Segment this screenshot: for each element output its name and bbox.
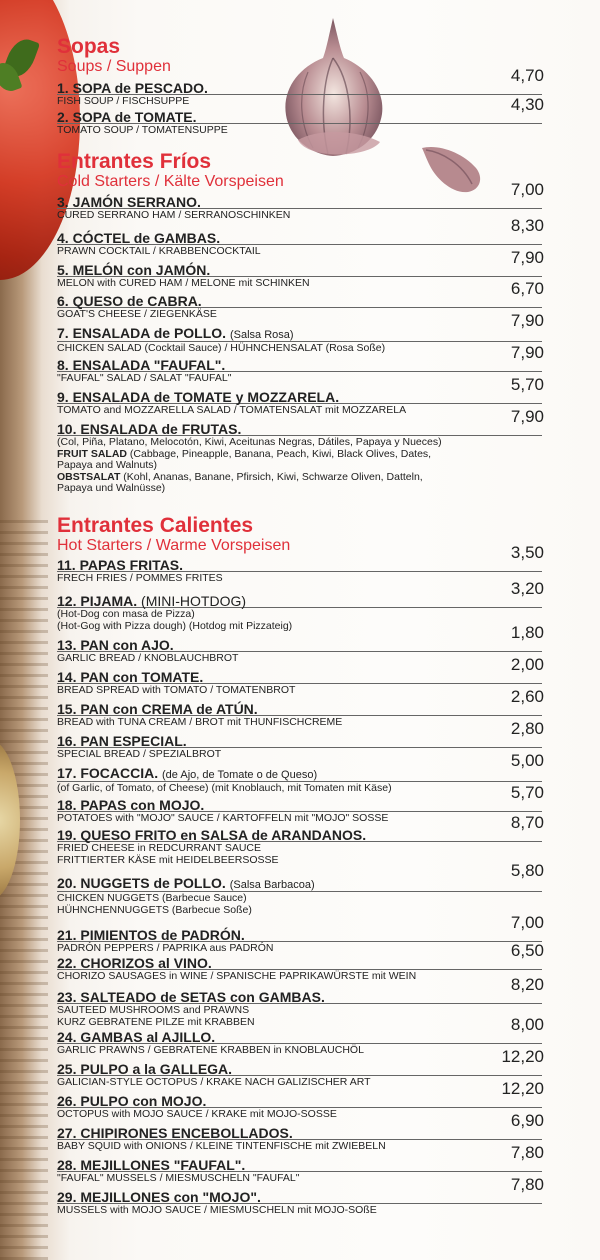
item-name-text: 20. NUGGETS de POLLO. <box>57 875 226 891</box>
menu-item-name <box>57 1061 542 1077</box>
item-name-text: 15. PAN con CREMA de ATÚN. <box>57 701 258 717</box>
item-note: (Salsa Barbacoa) <box>229 879 315 891</box>
item-price: 8,20 <box>510 975 544 994</box>
item-name-text: 18. PAPAS con MOJO. <box>57 797 205 813</box>
item-name-text: 5. MELÓN con JAMÓN. <box>57 262 211 278</box>
item-price: 7,80 <box>510 1175 544 1194</box>
item-description: POTATOES with "MOJO" SAUCE / KARTOFFELN mit "MOJO" SOSSE <box>57 812 389 824</box>
item-description: Papaya and Walnuts) <box>57 459 158 471</box>
item-name-text: 11. PAPAS FRITAS. <box>57 557 184 573</box>
item-price: 8,30 <box>510 216 544 235</box>
item-description: "FAUFAL" MUSSELS / MIESMUSCHELN "FAUFAL" <box>57 1172 300 1184</box>
dotted-rule <box>57 891 542 892</box>
item-price: 7,90 <box>510 407 544 426</box>
menu-item-name <box>57 989 542 1005</box>
item-description: FISH SOUP / FISCHSUPPE <box>57 95 190 107</box>
menu-item-name <box>57 593 542 609</box>
item-price: 7,80 <box>510 1143 544 1162</box>
item-name-text: 3. JAMÓN SERRANO. <box>57 194 201 210</box>
item-name-text: 26. PULPO con MOJO. <box>57 1093 207 1109</box>
menu-item-name <box>57 230 542 246</box>
item-description: BREAD with TUNA CREAM / BROT mit THUNFISCHCREME <box>57 716 343 728</box>
item-price: 6,70 <box>510 279 544 298</box>
item-description: CHICKEN SALAD (Cocktail Sauce) / HÜHNCHENSALAT (Rosa Soße) <box>57 342 386 354</box>
menu-item-name <box>57 765 542 783</box>
item-note: (Salsa Rosa) <box>229 329 294 341</box>
item-name-text: 13. PAN con AJO. <box>57 637 174 653</box>
item-price: 3,20 <box>510 579 544 598</box>
item-price: 6,50 <box>510 941 544 960</box>
item-name-text: 10. ENSALADA de FRUTAS. <box>57 421 242 437</box>
item-description: FRECH FRIES / POMMES FRITES <box>57 572 223 584</box>
section-subtitle: Hot Starters / Warme Vorspeisen <box>57 537 291 554</box>
item-description: BREAD SPREAD with TOMATO / TOMATENBROT <box>57 684 296 696</box>
item-description: CHICKEN NUGGETS (Barbecue Sauce) <box>57 892 247 904</box>
item-description: GALICIAN-STYLE OCTOPUS / KRAKE NACH GALIZISCHER ART <box>57 1076 371 1088</box>
item-description: Papaya und Walnüsse) <box>57 482 166 494</box>
item-description: SAUTEED MUSHROOMS and PRAWNS <box>57 1004 250 1016</box>
menu-item-name <box>57 955 542 971</box>
item-name-text: 25. PULPO a la GALLEGA. <box>57 1061 233 1077</box>
menu-item-name <box>57 1157 542 1173</box>
garlic-clove-image <box>418 138 488 198</box>
item-name-text: 14. PAN con TOMATE. <box>57 669 204 685</box>
item-description: CHORIZO SAUSAGES in WINE / SPANISCHE PAPRIKAWÜRSTE mit WEIN <box>57 970 417 982</box>
item-description: CURED SERRANO HAM / SERRANOSCHINKEN <box>57 209 291 221</box>
menu-item-name <box>57 827 542 843</box>
item-name-text: 24. GAMBAS al AJILLO. <box>57 1029 216 1045</box>
menu-item-name <box>57 1029 542 1045</box>
item-price: 8,00 <box>510 1015 544 1034</box>
item-description: BABY SQUID with ONIONS / KLEINE TINTENFISCHE mit ZWIEBELN <box>57 1140 386 1152</box>
item-name-text: 2. SOPA de TOMATE. <box>57 109 197 125</box>
menu-item-name <box>57 797 542 813</box>
item-name-text: 28. MEJILLONES "FAUFAL". <box>57 1157 246 1173</box>
menu-item-name <box>57 80 542 96</box>
menu-item-name <box>57 669 542 685</box>
item-name-extra: (MINI-HOTDOG) <box>141 593 247 609</box>
item-name-text: 4. CÓCTEL de GAMBAS. <box>57 230 221 246</box>
item-name-text: 23. SALTEADO de SETAS con GAMBAS. <box>57 989 325 1005</box>
item-price: 7,00 <box>510 180 544 199</box>
section-title: Entrantes Fríos <box>57 150 212 173</box>
item-description: PADRÓN PEPPERS / PAPRIKA aus PADRÓN <box>57 942 274 954</box>
item-name-text: 29. MEJILLONES con "MOJO". <box>57 1189 261 1205</box>
menu-item-name <box>57 733 542 749</box>
item-price: 6,90 <box>510 1111 544 1130</box>
item-price: 3,50 <box>510 543 544 562</box>
section-subtitle: Cold Starters / Kälte Vorspeisen <box>57 173 284 190</box>
item-description: OBSTSALAT (Kohl, Ananas, Banane, Pfirsich, Kiwi, Schwarze Oliven, Datteln, <box>57 470 423 483</box>
item-name-text: 1. SOPA de PESCADO. <box>57 80 208 96</box>
item-description: FRUIT SALAD (Cabbage, Pineapple, Banana, Peach, Kiwi, Black Olives, Dates, <box>57 447 432 460</box>
dotted-rule <box>57 781 542 782</box>
item-description: SPECIAL BREAD / SPEZIALBROT <box>57 748 222 760</box>
item-description: MELON with CURED HAM / MELONE mit SCHINKEN <box>57 277 310 289</box>
section-cold-starters <box>57 151 284 191</box>
item-description: "FAUFAL" SALAD / SALAT "FAUFAL" <box>57 372 232 384</box>
menu-item-name <box>57 262 542 278</box>
item-description: GOAT'S CHEESE / ZIEGENKÄSE <box>57 308 217 320</box>
item-price: 12,20 <box>501 1079 544 1098</box>
item-description: PRAWN COCKTAIL / KRABBENCOCKTAIL <box>57 245 261 257</box>
section-title: Entrantes Calientes <box>57 514 254 537</box>
item-name-text: 7. ENSALADA de POLLO. <box>57 325 227 341</box>
item-price: 7,90 <box>510 248 544 267</box>
menu-item-name <box>57 357 542 373</box>
item-price: 12,20 <box>501 1047 544 1066</box>
item-name-text: 21. PIMIENTOS de PADRÓN. <box>57 927 245 943</box>
item-price: 4,30 <box>510 95 544 114</box>
item-name-text: 8. ENSALADA "FAUFAL". <box>57 357 226 373</box>
item-note: (de Ajo, de Tomate o de Queso) <box>162 769 318 781</box>
menu-item-name <box>57 194 542 210</box>
menu-item <box>57 913 544 955</box>
item-name-text: 16. PAN ESPECIAL. <box>57 733 187 749</box>
item-price: 4,70 <box>510 66 544 85</box>
section-soups <box>57 36 171 76</box>
item-description: KURZ GEBRATENE PILZE mit KRABBEN <box>57 1015 255 1028</box>
wood-texture <box>0 520 48 1260</box>
menu-item-name <box>57 557 542 573</box>
menu-item-name <box>57 293 542 309</box>
item-name-text: 6. QUESO de CABRA. <box>57 293 202 309</box>
item-description: TOMATO and MOZZARELLA SALAD / TOMATENSALAT mit MOZZARELA <box>57 404 407 416</box>
item-price: 7,90 <box>510 311 544 330</box>
dotted-rule <box>57 341 542 342</box>
item-price: 5,70 <box>510 783 544 802</box>
item-price: 2,60 <box>510 687 544 706</box>
item-price: 5,70 <box>510 375 544 394</box>
item-name-text: 27. CHIPIRONES ENCEBOLLADOS. <box>57 1125 293 1141</box>
item-description: HÜHNCHENNUGGETS (Barbecue Soße) <box>57 903 252 916</box>
item-name-text: 19. QUESO FRITO en SALSA de ARANDANOS. <box>57 827 367 843</box>
menu-item <box>57 861 544 916</box>
section-title: Sopas <box>57 35 121 58</box>
item-price: 8,70 <box>510 813 544 832</box>
item-price: 1,80 <box>510 623 544 642</box>
menu-item-name <box>57 1093 542 1109</box>
item-price: 7,00 <box>510 913 544 932</box>
item-price: 2,80 <box>510 719 544 738</box>
menu-item-name <box>57 637 542 653</box>
item-price: 7,90 <box>510 343 544 362</box>
item-description: FRITTIERTER KÄSE mit HEIDELBEERSOSSE <box>57 853 279 866</box>
menu-item-name <box>57 109 542 125</box>
item-description: GARLIC BREAD / KNOBLAUCHBROT <box>57 652 239 664</box>
section-hot-starters <box>57 515 290 555</box>
item-description: (Hot-Gog with Pizza dough) (Hotdog mit Pizzateig) <box>57 619 293 632</box>
menu-item-name <box>57 389 542 405</box>
item-name-text: 17. FOCACCIA. <box>57 765 159 781</box>
menu-item-name <box>57 1189 542 1205</box>
item-description: FRIED CHEESE in REDCURRANT SAUCE <box>57 842 262 854</box>
menu-item-name <box>57 1125 542 1141</box>
item-description: (of Garlic, of Tomato, of Cheese) (mit Knoblauch, mit Tomaten mit Käse) <box>57 782 392 794</box>
section-subtitle: Soups / Suppen <box>57 58 171 75</box>
menu-item <box>57 579 544 632</box>
item-description: OCTOPUS with MOJO SAUCE / KRAKE mit MOJO-SOSSE <box>57 1108 337 1120</box>
item-price: 5,80 <box>510 861 544 880</box>
item-description: TOMATO SOUP / TOMATENSUPPE <box>57 124 228 136</box>
item-description: (Col, Piña, Platano, Melocotón, Kiwi, Aceitunas Negras, Dátiles, Papaya y Nueces) <box>57 436 442 448</box>
item-description: MUSSELS with MOJO SAUCE / MIESMUSCHELN mit MOJO-SOßE <box>57 1204 377 1216</box>
item-description: GARLIC PRAWNS / GEBRATENE KRABBEN in KNOBLAUCHÖL <box>57 1044 364 1056</box>
item-price: 2,00 <box>510 655 544 674</box>
menu-item-name <box>57 421 542 437</box>
menu-item-name <box>57 325 542 343</box>
item-name-text: 22. CHORIZOS al VINO. <box>57 955 212 971</box>
item-price: 5,00 <box>510 751 544 770</box>
item-name-text: 9. ENSALADA de TOMATE y MOZZARELA. <box>57 389 340 405</box>
menu-item-name <box>57 927 542 943</box>
item-name-text: 12. PIJAMA. <box>57 593 138 609</box>
menu-item-name <box>57 701 542 717</box>
menu-item-name <box>57 875 542 893</box>
item-description: (Hot-Dog con masa de Pizza) <box>57 608 195 620</box>
